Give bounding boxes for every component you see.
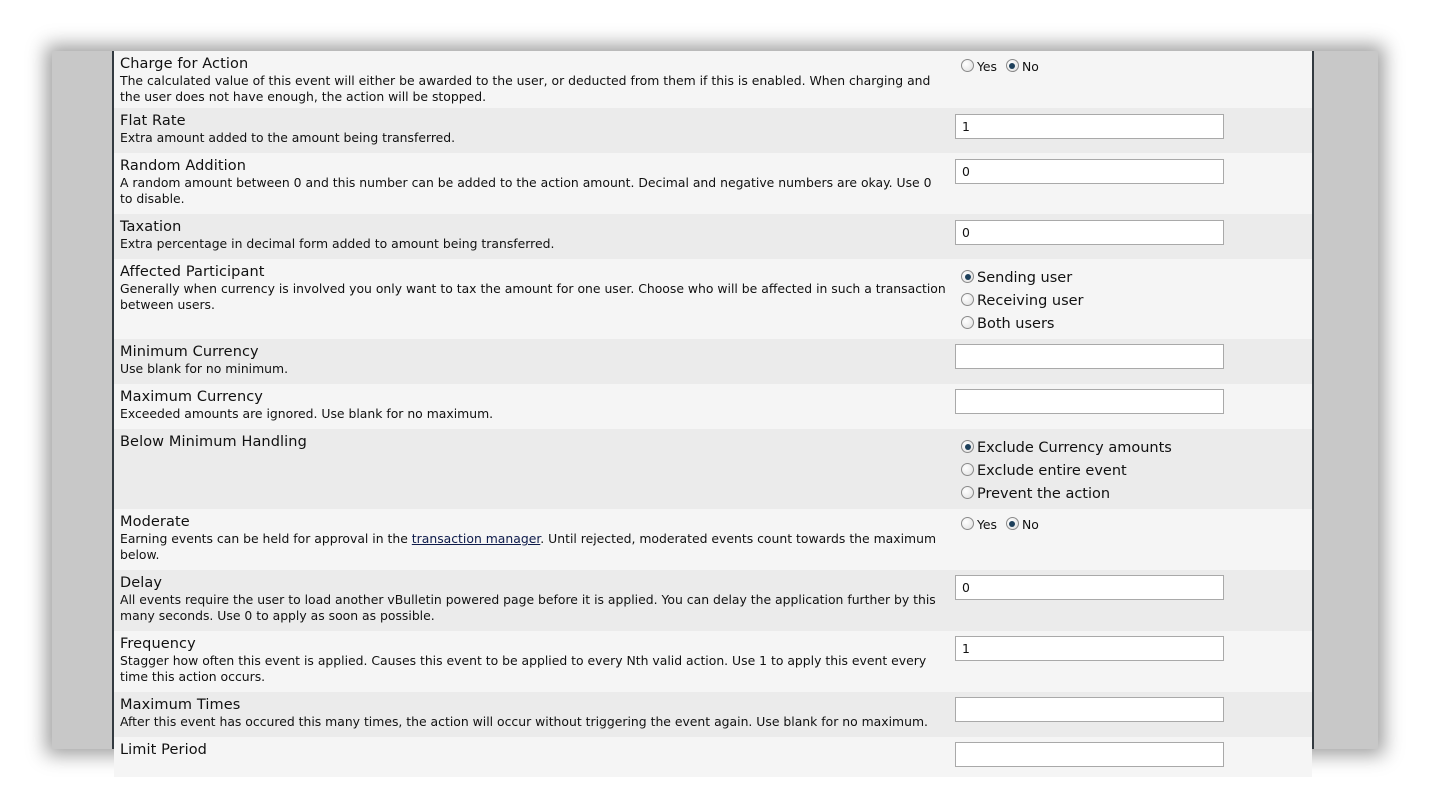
setting-description [120,531,956,563]
setting-label [120,513,956,563]
setting-row-taxation [114,214,1312,259]
moderate-radio-group [961,516,1044,533]
delay-input[interactable] [955,575,1224,600]
affected-radio-group [961,265,1084,334]
setting-title: Delay [120,575,163,591]
radio-checked-icon[interactable] [1006,59,1019,72]
setting-description: The calculated value of this event will either be awarded to the user, or deducted from them if this is enabled. When charging and the user does not have enough, the action will be stopped. [120,73,931,104]
radio-unchecked-icon[interactable] [961,517,974,530]
radio-label: Receiving user [977,292,1084,309]
settings-panel [112,51,1314,758]
transaction-manager-link[interactable]: transaction manager [411,531,541,546]
radio-checked-icon[interactable] [1006,517,1019,530]
radio-label: Yes [977,59,998,74]
setting-label [120,343,946,377]
radio-label: Yes [977,517,998,532]
setting-description: Extra amount added to the amount being transferred. [120,130,456,145]
radio-label: No [1021,59,1039,74]
setting-row-delay [114,570,1312,631]
radio-unchecked-icon[interactable] [961,293,974,306]
setting-label [120,55,946,105]
setting-row-affected-participant [114,259,1312,339]
setting-description: A random amount between 0 and this number can be added to the action amount. Decimal and negative numbers are okay. Use 0 to disable. [120,175,932,206]
setting-title: Minimum Currency [120,344,259,360]
exclude-currency-amounts-option[interactable] [961,435,1172,458]
exclude-entire-event-option[interactable] [961,458,1172,481]
setting-description: Use blank for no minimum. [120,361,289,376]
affected-both-users-option[interactable] [961,311,1084,334]
maximum-currency-input[interactable] [955,389,1224,414]
radio-label: Prevent the action [977,485,1111,502]
radio-label: Sending user [977,269,1073,286]
radio-checked-icon[interactable] [961,270,974,283]
frequency-input[interactable] [955,636,1224,661]
charge-radio-group [961,58,1044,75]
setting-description: Stagger how often this event is applied. Causes this event to be applied to every Nth valid action. Use 1 to apply this event every time this action occurs. [120,653,927,684]
setting-title: Limit Period [120,742,207,758]
setting-label [120,263,946,313]
moderate-yes-option[interactable] [961,516,997,531]
charge-no-option[interactable] [1006,58,1039,73]
setting-title: Random Addition [120,158,247,174]
setting-label [120,157,946,207]
setting-label [120,112,946,146]
setting-title: Frequency [120,636,196,652]
maximum-times-input[interactable] [955,697,1224,722]
setting-description: After this event has occured this many times, the action will occur without triggering the event again. Use blank for no maximum. [120,714,928,729]
radio-unchecked-icon[interactable] [961,316,974,329]
setting-row-charge-for-action [114,51,1312,108]
setting-title: Below Minimum Handling [120,434,307,450]
setting-row-flat-rate [114,108,1312,153]
radio-label: Exclude Currency amounts [977,439,1172,456]
browser-viewport [52,51,1378,758]
setting-row-maximum-times [114,692,1312,737]
random-addition-input[interactable] [955,159,1224,184]
setting-row-moderate [114,509,1312,570]
radio-unchecked-icon[interactable] [961,463,974,476]
setting-title: Moderate [120,514,190,530]
setting-description: Generally when currency is involved you only want to tax the amount for one user. Choose who will be affected in such a transaction between users. [120,281,946,312]
moderate-no-option[interactable] [1006,516,1039,531]
setting-title: Maximum Times [120,697,241,713]
setting-label [120,635,946,685]
setting-title: Charge for Action [120,56,249,72]
taxation-input[interactable] [955,220,1224,245]
setting-description: Exceeded amounts are ignored. Use blank for no maximum. [120,406,494,421]
setting-label [120,696,946,730]
radio-label: No [1021,517,1039,532]
affected-receiving-user-option[interactable] [961,288,1084,311]
setting-label [120,218,946,252]
limit-period-input[interactable] [955,742,1224,767]
radio-unchecked-icon[interactable] [961,59,974,72]
flat-rate-input[interactable] [955,114,1224,139]
setting-description: Extra percentage in decimal form added to amount being transferred. [120,236,555,251]
setting-label [120,741,946,759]
setting-row-limit-period [114,737,1312,777]
setting-title: Flat Rate [120,113,186,129]
setting-label [120,574,946,624]
setting-row-random-addition [114,153,1312,214]
prevent-the-action-option[interactable] [961,481,1172,504]
radio-checked-icon[interactable] [961,440,974,453]
setting-label [120,433,946,451]
setting-title: Affected Participant [120,264,265,280]
setting-row-frequency [114,631,1312,692]
setting-label [120,388,946,422]
radio-label: Both users [977,315,1055,332]
radio-label: Exclude entire event [977,462,1127,479]
below-minimum-radio-group [961,435,1172,504]
setting-title: Maximum Currency [120,389,263,405]
setting-title: Taxation [120,219,182,235]
charge-yes-option[interactable] [961,58,997,73]
affected-sending-user-option[interactable] [961,265,1084,288]
description-text: . Until rejected, moderated events count towards the maximum below. [120,531,937,562]
radio-unchecked-icon[interactable] [961,486,974,499]
setting-row-maximum-currency [114,384,1312,429]
setting-row-below-minimum-handling [114,429,1312,509]
minimum-currency-input[interactable] [955,344,1224,369]
setting-row-minimum-currency [114,339,1312,384]
description-text: Earning events can be held for approval in the [120,531,412,546]
setting-description: All events require the user to load another vBulletin powered page before it is applied. You can delay the application further by this many seconds. Use 0 to apply as soon as possible. [120,592,936,623]
